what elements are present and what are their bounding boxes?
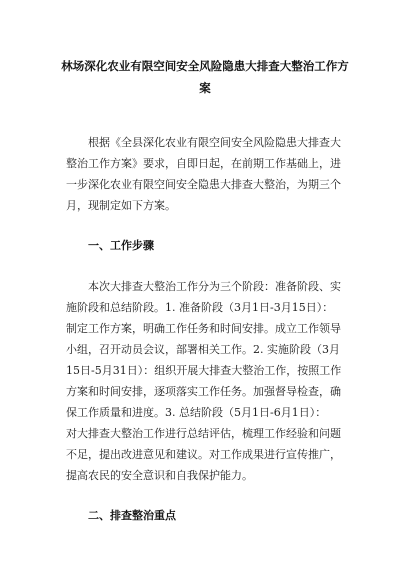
intro-line: 一步深化农业有限空间安全隐患大排查大整治，为期三个 xyxy=(66,178,341,191)
intro-line: 月，现制定如下方案。 xyxy=(66,199,176,212)
section-1-line: 方案和时间安排，逐项落实工作任务。加强督导检查，确 xyxy=(66,385,341,398)
section-2-heading: 二、排查整治重点 xyxy=(88,509,176,522)
section-1-line: 15日-5月31日）：组织开展大排查大整治工作，按照工作 xyxy=(66,364,342,377)
section-1-line: 保工作质量和进度。3. 总结阶段（5月1日-6月1日）： xyxy=(66,406,327,419)
section-1-line: 本次大排查大整治工作分为三个阶段：准备阶段、实 xyxy=(88,280,341,293)
section-1-line: 提高农民的安全意识和自我保护能力。 xyxy=(66,469,253,482)
section-1-line: 施阶段和总结阶段。1. 准备阶段（3月1日-3月15日）： xyxy=(66,301,334,314)
section-1-line: 对大排查大整治工作进行总结评估，梳理工作经验和问题 xyxy=(66,427,341,440)
intro-line: 根据《全县深化农业有限空间安全风险隐患大排查大 xyxy=(88,136,341,149)
intro-line: 整治工作方案》要求，自即日起，在前期工作基础上，进 xyxy=(66,157,341,170)
section-1-line: 不足，提出改进意见和建议。对工作成果进行宣传推广， xyxy=(66,448,341,461)
document-title-line-2: 案 xyxy=(199,81,211,95)
section-1-line: 小组，召开动员会议，部署相关工作。2. 实施阶段（3月 xyxy=(66,343,340,356)
section-1-heading: 一、工作步骤 xyxy=(88,239,154,252)
document-title-line-1: 林场深化农业有限空间安全风险隐患大排查大整治工作方 xyxy=(61,59,349,73)
section-1-line: 制定工作方案，明确工作任务和时间安排。成立工作领导 xyxy=(66,322,341,335)
